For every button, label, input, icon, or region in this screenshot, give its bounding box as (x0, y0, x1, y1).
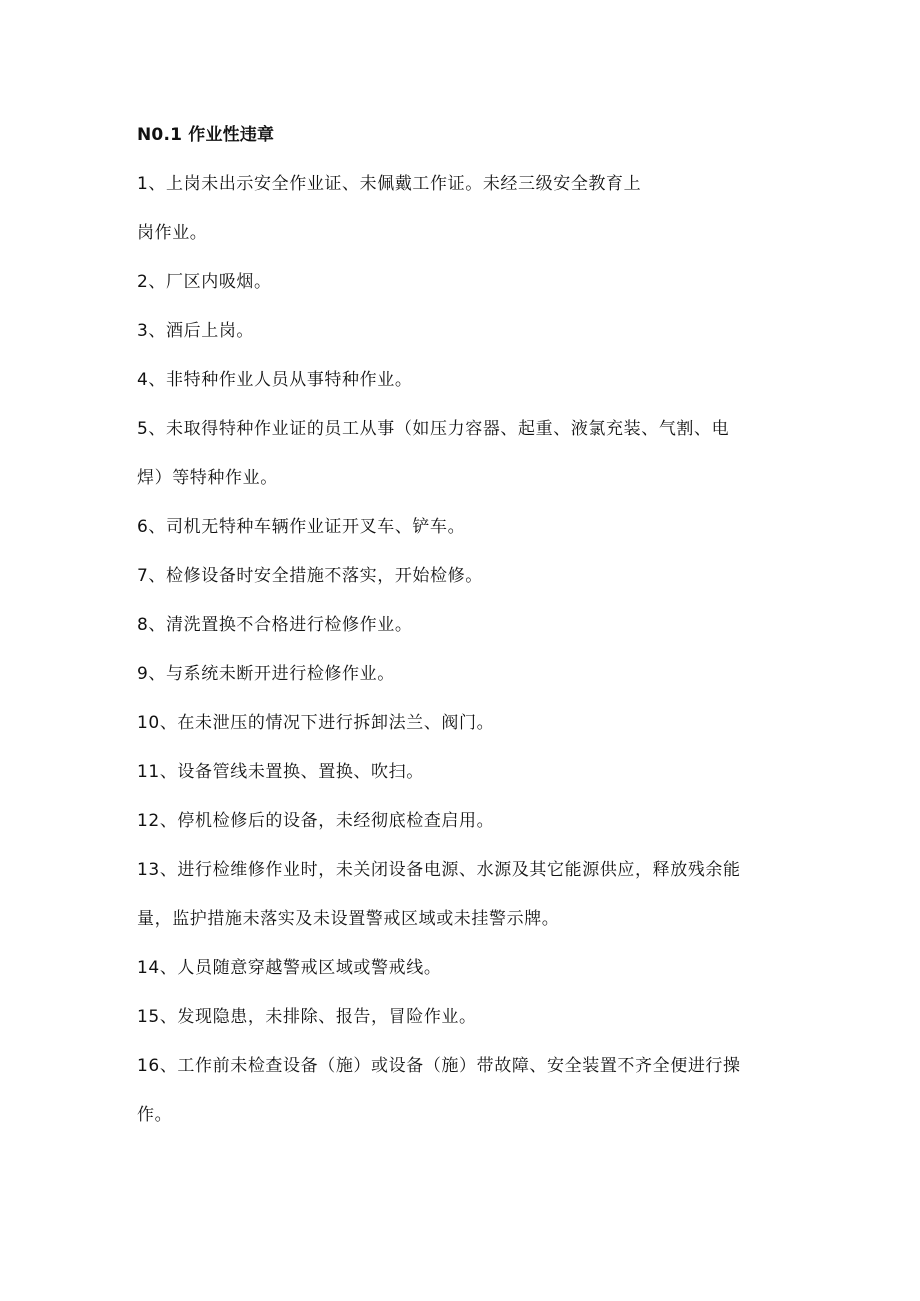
text-line: 5、未取得特种作业证的员工从事（如压力容器、起重、液氯充装、气割、电 (137, 419, 730, 439)
text-line: 6、司机无特种车辆作业证开叉车、铲车。 (137, 517, 466, 537)
text-line: 岗作业。 (137, 223, 208, 243)
text-line: 16、工作前未检查设备（施）或设备（施）带故障、安全装置不齐全便进行操 (137, 1056, 741, 1076)
text-line: 15、发现隐患，未排除、报告，冒险作业。 (137, 1007, 477, 1027)
text-line: 7、检修设备时安全措施不落实，开始检修。 (137, 566, 483, 586)
text-line: 4、非特种作业人员从事特种作业。 (137, 370, 413, 390)
text-line: 3、酒后上岗。 (137, 321, 255, 341)
text-line: 9、与系统未断开进行检修作业。 (137, 664, 395, 684)
text-line: 13、进行检维修作业时，未关闭设备电源、水源及其它能源供应，释放残余能 (137, 860, 741, 880)
document-title: N0.1 作业性违章 (137, 125, 275, 145)
text-line: 8、清洗置换不合格进行检修作业。 (137, 615, 413, 635)
text-line: 12、停机检修后的设备，未经彻底检查启用。 (137, 811, 495, 831)
text-line: 10、在未泄压的情况下进行拆卸法兰、阀门。 (137, 713, 495, 733)
text-line: 2、厂区内吸烟。 (137, 272, 272, 292)
text-line: 量，监护措施未落实及未设置警戒区域或未挂警示牌。 (137, 909, 560, 929)
text-line: 作。 (137, 1105, 173, 1125)
text-line: 11、设备管线未置换、置换、吹扫。 (137, 762, 424, 782)
text-line: 14、人员随意穿越警戒区域或警戒线。 (137, 958, 442, 978)
text-line: 焊）等特种作业。 (137, 468, 278, 488)
document-content (137, 118, 787, 1147)
text-line: 1、上岗未出示安全作业证、未佩戴工作证。未经三级安全教育上 (137, 174, 642, 194)
